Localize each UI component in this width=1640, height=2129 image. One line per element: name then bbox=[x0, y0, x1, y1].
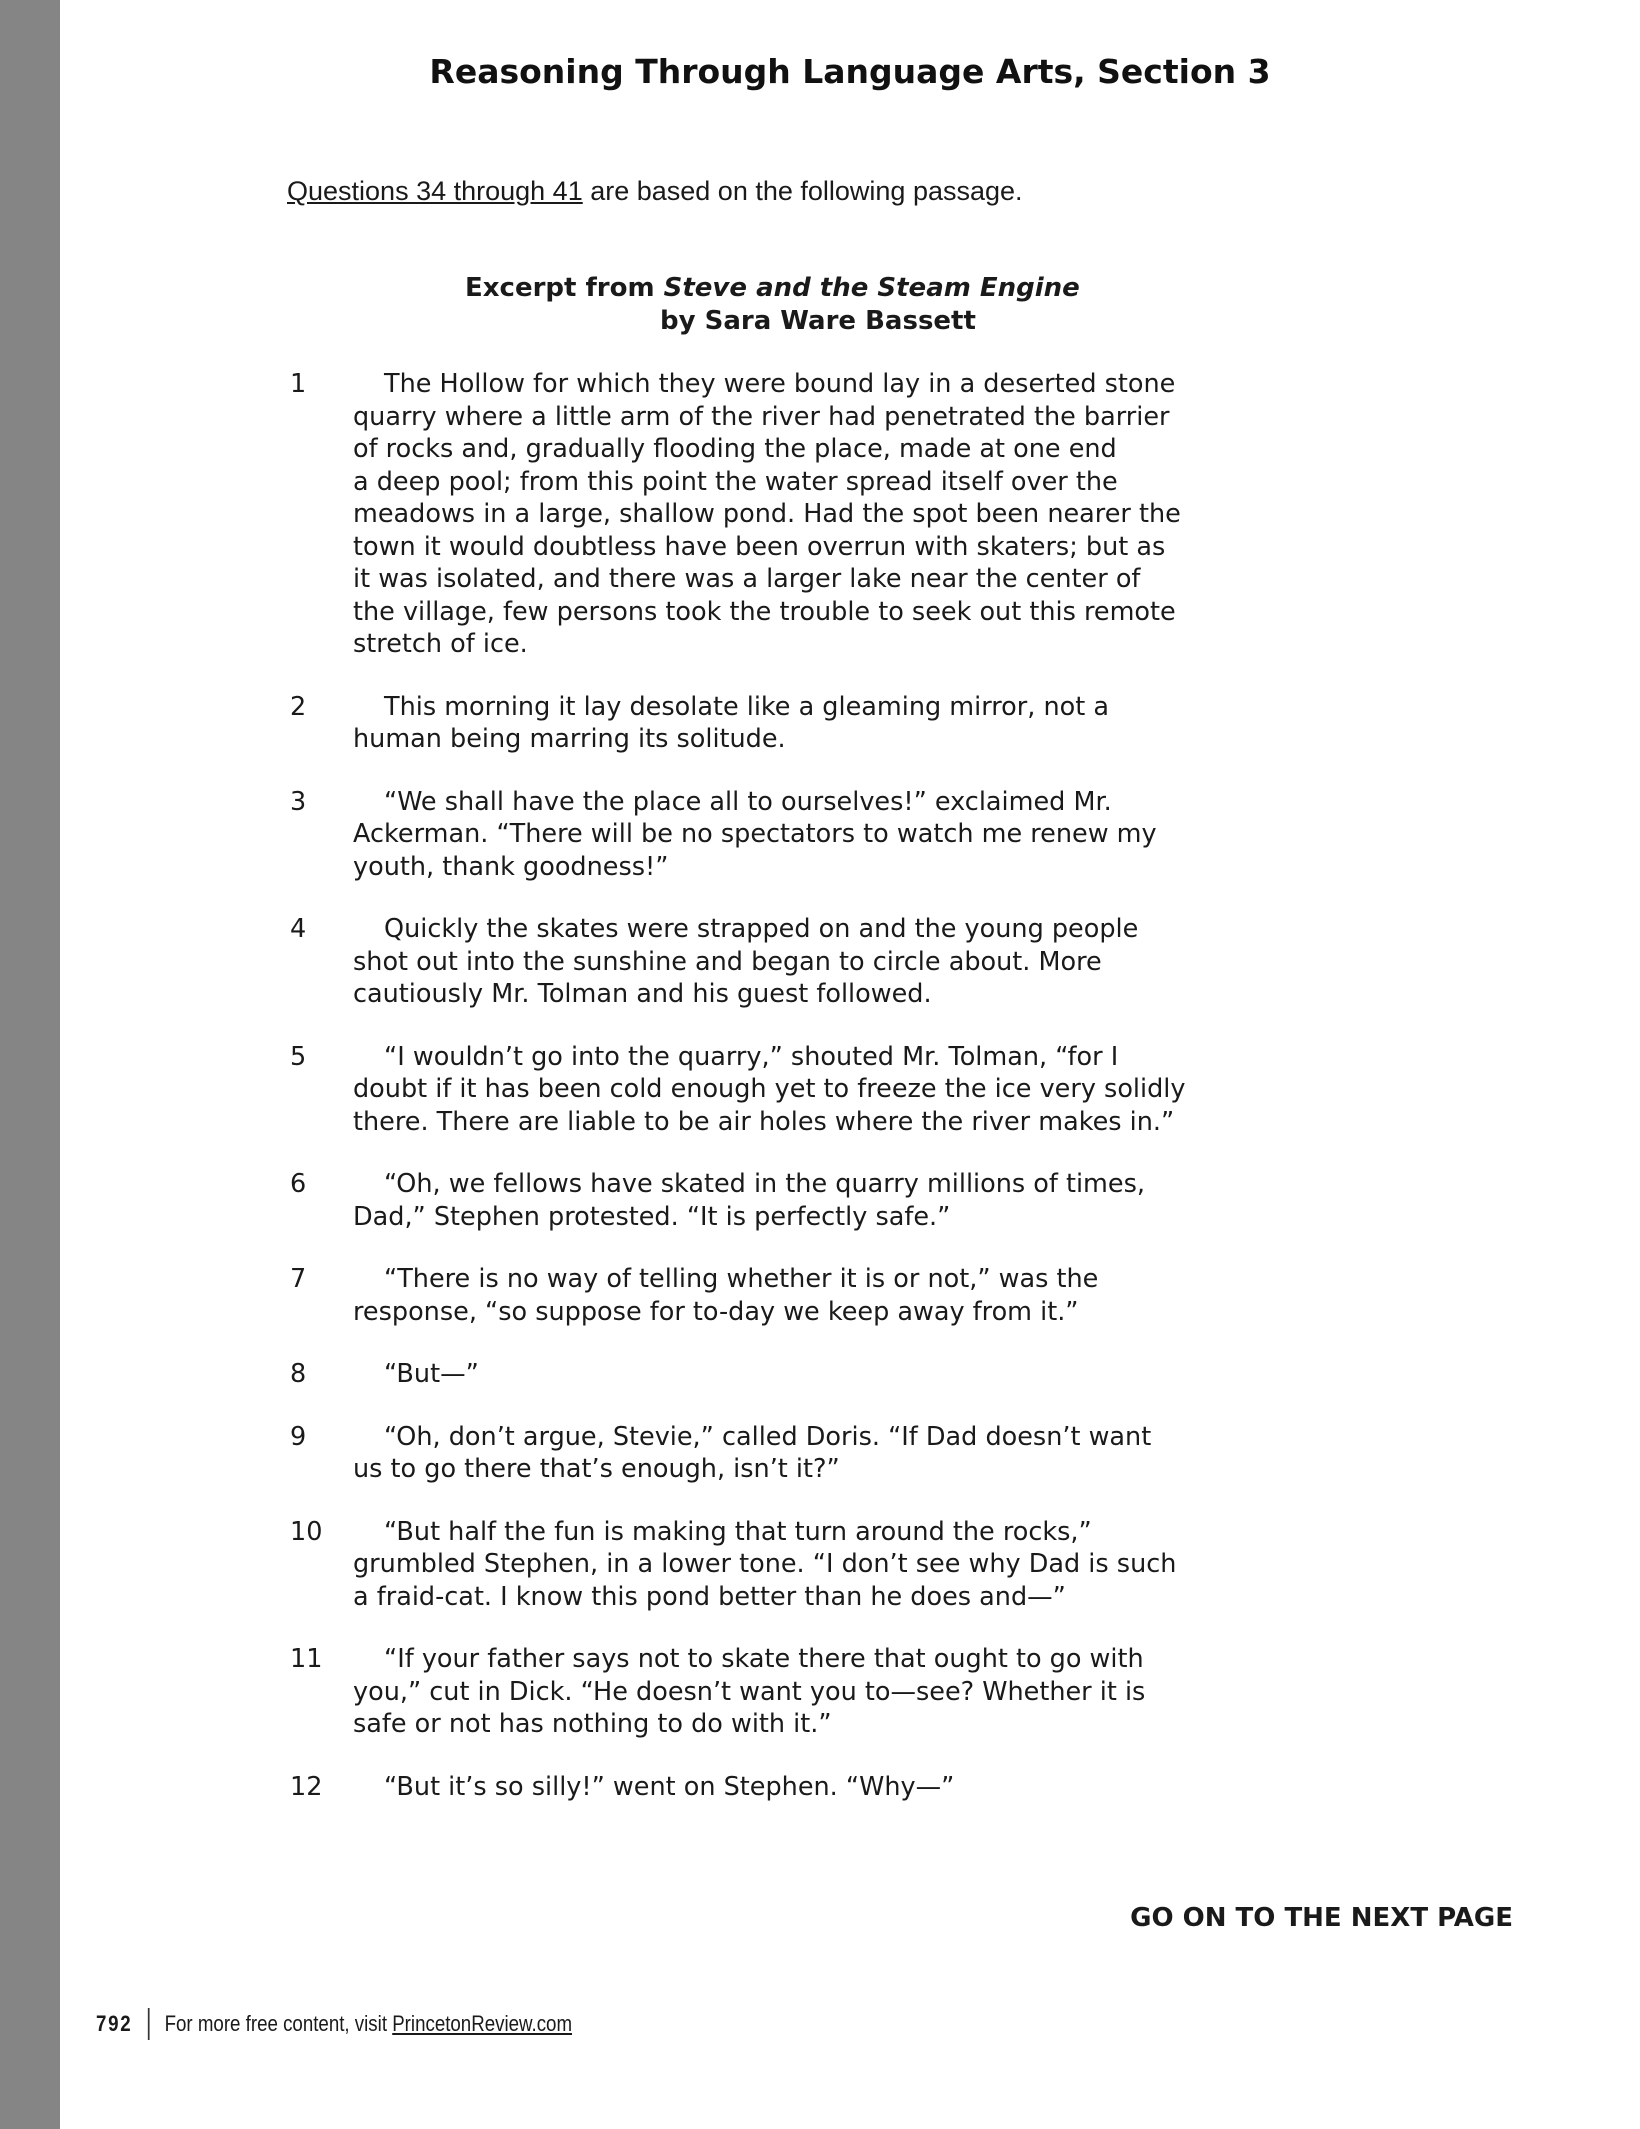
paragraph-number: 10 bbox=[290, 1516, 323, 1547]
princeton-review-link[interactable]: PrincetonReview.com bbox=[392, 2011, 573, 2036]
go-on-next-page: GO ON TO THE NEXT PAGE bbox=[1130, 1903, 1513, 1933]
paragraph-number: 4 bbox=[290, 914, 307, 944]
paragraph-line: “Oh, don’t argue, Stevie,” called Doris. “If Dad doesn’t want bbox=[384, 1421, 1152, 1452]
paragraph bbox=[290, 1168, 1185, 1233]
paragraph-number: 6 bbox=[290, 1169, 307, 1199]
paragraph-line: response, “so suppose for to-day we keep away from it.” bbox=[353, 1296, 1079, 1327]
paragraph-number: 7 bbox=[290, 1264, 307, 1294]
paragraph-line: This morning it lay desolate like a gleaming mirror, not a bbox=[384, 691, 1109, 722]
paragraph-line: “Oh, we fellows have skated in the quarry millions of times, bbox=[384, 1169, 1145, 1199]
paragraph-line: a fraid-cat. I know this pond better than he does and—” bbox=[353, 1581, 1066, 1612]
paragraph bbox=[290, 1421, 1185, 1486]
paragraph-line: a deep pool; from this point the water spread itself over the bbox=[353, 466, 1118, 497]
paragraph-line: Dad,” Stephen protested. “It is perfectly safe.” bbox=[353, 1201, 951, 1232]
paragraph-line: “But half the fun is making that turn around the rocks,” bbox=[384, 1516, 1092, 1547]
paragraph-line: town it would doubtless have been overrun with skaters; but as bbox=[353, 531, 1166, 562]
paragraph-line: meadows in a large, shallow pond. Had the spot been nearer the bbox=[353, 499, 1181, 529]
paragraph-number: 2 bbox=[290, 691, 307, 722]
paragraph bbox=[290, 913, 1185, 1011]
paragraph bbox=[290, 368, 1185, 661]
questions-range: Questions 34 through 41 bbox=[287, 176, 583, 206]
paragraph bbox=[290, 1041, 1185, 1139]
paragraph-line: grumbled Stephen, in a lower tone. “I don’t see why Dad is such bbox=[353, 1549, 1177, 1579]
page-footer bbox=[96, 2008, 572, 2040]
paragraph-number: 5 bbox=[290, 1041, 307, 1072]
paragraph-line: there. There are liable to be air holes where the river makes in.” bbox=[353, 1106, 1175, 1137]
paragraph-line: it was isolated, and there was a larger lake near the center of bbox=[353, 564, 1141, 594]
paragraph-number: 8 bbox=[290, 1359, 307, 1389]
paragraph-line: “But it’s so silly!” went on Stephen. “Why—” bbox=[384, 1771, 955, 1802]
paragraph-line: you,” cut in Dick. “He doesn’t want you to—see? Whether it is bbox=[353, 1676, 1146, 1707]
paragraph bbox=[290, 1358, 1185, 1391]
paragraph-line: “I wouldn’t go into the quarry,” shouted Mr. Tolman, “for I bbox=[384, 1041, 1119, 1072]
paragraph-line: “We shall have the place all to ourselves!” exclaimed Mr. bbox=[384, 786, 1112, 817]
paragraph-line: shot out into the sunshine and began to circle about. More bbox=[353, 946, 1102, 977]
paragraph bbox=[290, 1643, 1185, 1741]
passage-intro bbox=[287, 176, 1023, 207]
paragraph-line: The Hollow for which they were bound lay in a deserted stone bbox=[384, 369, 1176, 399]
footer-text: For more free content, visit bbox=[164, 2011, 393, 2036]
page-side-bar bbox=[0, 0, 60, 2129]
paragraph bbox=[290, 1516, 1185, 1614]
paragraph-line: youth, thank goodness!” bbox=[353, 851, 669, 882]
heading-prefix: Excerpt from bbox=[465, 273, 664, 303]
paragraph-line: quarry where a little arm of the river had penetrated the barrier bbox=[353, 401, 1170, 432]
paragraph-line: stretch of ice. bbox=[353, 629, 528, 659]
paragraph-line: safe or not has nothing to do with it.” bbox=[353, 1709, 832, 1739]
footer-divider bbox=[148, 2008, 150, 2040]
paragraph-number: 11 bbox=[290, 1644, 323, 1674]
paragraph-line: “But—” bbox=[384, 1359, 479, 1389]
paragraph bbox=[290, 786, 1185, 884]
paragraph bbox=[290, 1771, 1185, 1804]
paragraph-number: 1 bbox=[290, 369, 307, 399]
intro-text: are based on the following passage. bbox=[582, 176, 1023, 206]
paragraph bbox=[290, 691, 1185, 756]
paragraph-line: “There is no way of telling whether it is or not,” was the bbox=[384, 1264, 1099, 1294]
paragraph-line: “If your father says not to skate there that ought to go with bbox=[384, 1644, 1144, 1674]
byline: by Sara Ware Bassett bbox=[660, 306, 976, 336]
paragraph-line: the village, few persons took the trouble to seek out this remote bbox=[353, 596, 1176, 627]
paragraph-number: 9 bbox=[290, 1421, 307, 1452]
page-number: 792 bbox=[96, 2011, 133, 2036]
paragraph-line: us to go there that’s enough, isn’t it?” bbox=[353, 1454, 840, 1484]
paragraph-line: Ackerman. “There will be no spectators to watch me renew my bbox=[353, 819, 1157, 849]
paragraph-number: 3 bbox=[290, 786, 307, 817]
paragraph-number: 12 bbox=[290, 1771, 323, 1802]
paragraph-line: Quickly the skates were strapped on and the young people bbox=[384, 914, 1139, 944]
paragraph-line: doubt if it has been cold enough yet to freeze the ice very solidly bbox=[353, 1074, 1186, 1104]
paragraph-line: of rocks and, gradually flooding the place, made at one end bbox=[353, 434, 1117, 464]
paragraph-line: cautiously Mr. Tolman and his guest followed. bbox=[353, 979, 932, 1009]
section-title: Reasoning Through Language Arts, Section 3 bbox=[429, 52, 1271, 91]
paragraph bbox=[290, 1263, 1185, 1328]
work-title: Steve and the Steam Engine bbox=[663, 273, 1080, 303]
passage bbox=[290, 368, 1185, 1833]
paragraph-line: human being marring its solitude. bbox=[353, 724, 786, 754]
